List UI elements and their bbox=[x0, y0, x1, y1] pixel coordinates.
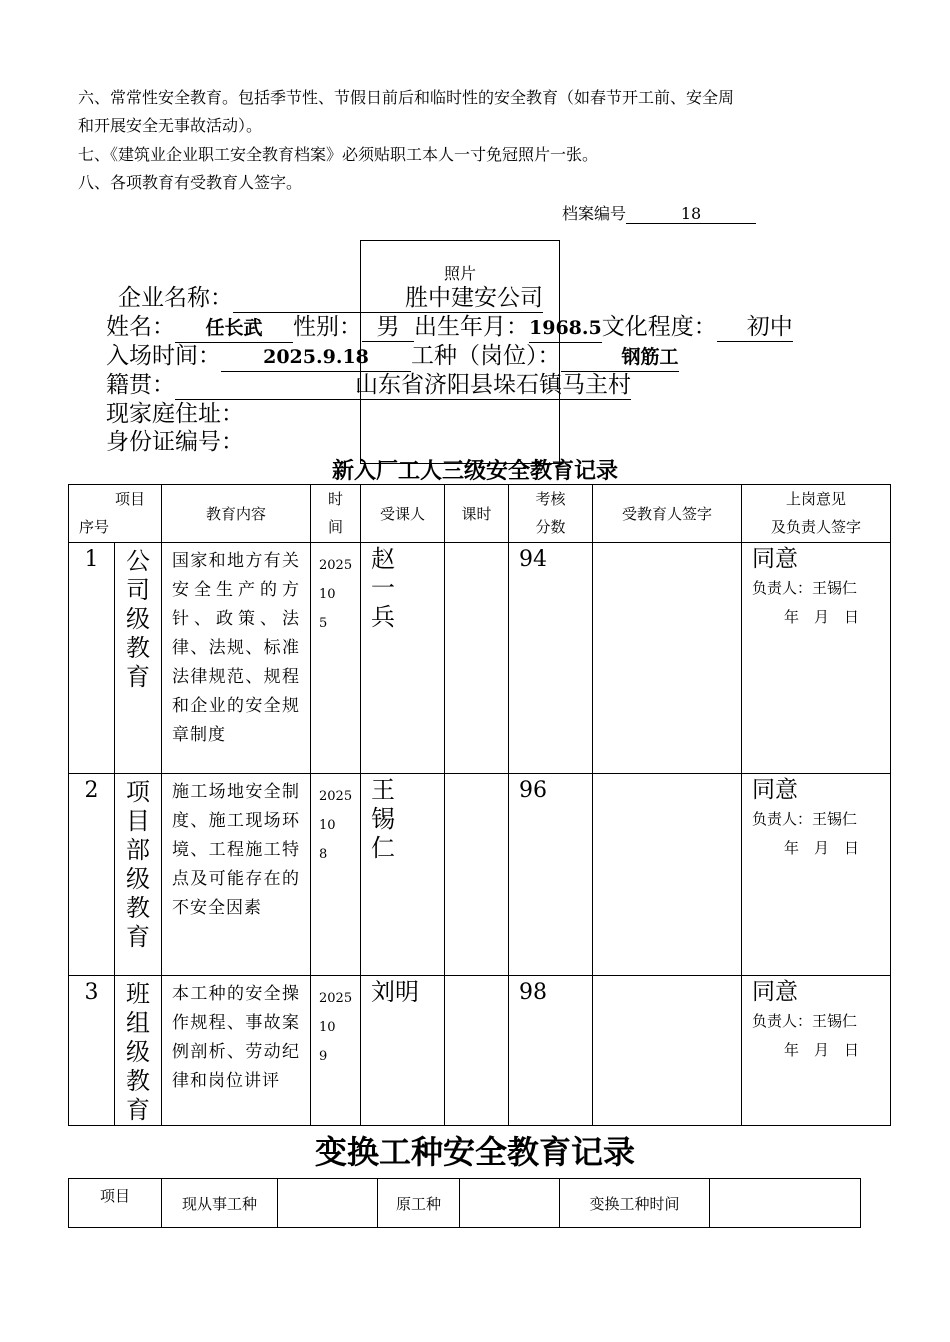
origin-value: 山东省济阳县垛石镇马主村 bbox=[175, 371, 631, 400]
row-level: 公司级教育 bbox=[115, 543, 162, 774]
header-opinion bbox=[742, 485, 891, 543]
row-ymd: 年 月 日 bbox=[784, 1041, 860, 1059]
row-manager: 负责人：王锡仁 bbox=[752, 810, 858, 828]
row-date-month: 10 bbox=[319, 1020, 336, 1035]
name-label: 姓名： bbox=[106, 314, 175, 340]
row-ymd: 年 月 日 bbox=[784, 608, 860, 626]
table2-original-job-value bbox=[460, 1179, 560, 1228]
name-value: 任长武 bbox=[175, 314, 293, 343]
table2-title: 变换工种安全教育记录 bbox=[314, 1133, 635, 1171]
row-date bbox=[311, 774, 361, 976]
header-score bbox=[509, 485, 593, 543]
entry-label: 入场时间： bbox=[106, 343, 221, 369]
row-opinion bbox=[742, 543, 891, 774]
table1-header-row bbox=[69, 485, 891, 543]
header-item: 项目 bbox=[115, 490, 146, 508]
row-date-year: 2025 bbox=[319, 558, 353, 573]
note-line-6a: 六、常常性安全教育。包括季节性、节假日前后和临时性的安全教育（如春节开工前、安全周 bbox=[78, 88, 735, 107]
header-item-seq bbox=[69, 485, 162, 543]
birth-value: 1968.5 bbox=[529, 314, 602, 343]
row-score: 98 bbox=[509, 976, 593, 1126]
table1-title: 新入厂工人三级安全教育记录 bbox=[331, 458, 618, 484]
education-value: 初中 bbox=[717, 313, 793, 342]
row-teacher: 王锡仁 bbox=[361, 774, 445, 976]
header-score-2: 分数 bbox=[535, 518, 566, 536]
row-date bbox=[311, 976, 361, 1126]
row-date-day: 9 bbox=[319, 1049, 328, 1064]
company-value: 胜中建安公司 bbox=[233, 284, 543, 313]
origin-label: 籍贯： bbox=[106, 372, 175, 398]
row-number: 1 bbox=[69, 543, 115, 774]
table2-header-row bbox=[69, 1179, 861, 1228]
header-hours: 课时 bbox=[445, 485, 509, 543]
table2-item: 项目 bbox=[69, 1179, 162, 1228]
row-level: 班组级教育 bbox=[115, 976, 162, 1126]
row-manager: 负责人：王锡仁 bbox=[752, 579, 858, 597]
header-content: 教育内容 bbox=[162, 485, 311, 543]
row-hours bbox=[445, 543, 509, 774]
row-level: 项目部级教育 bbox=[115, 774, 162, 976]
row-opinion bbox=[742, 976, 891, 1126]
table-row bbox=[69, 543, 891, 774]
archive-number bbox=[562, 201, 756, 224]
header-opinion-1: 上岗意见 bbox=[786, 490, 847, 508]
company-field bbox=[118, 284, 543, 313]
table2-current-job-value bbox=[278, 1179, 378, 1228]
row-content: 国家和地方有关安全生产的方针、政策、法律、法规、标准法律规范、规程和企业的安全规章制度 bbox=[162, 543, 311, 774]
row-ymd: 年 月 日 bbox=[784, 839, 860, 857]
row-date bbox=[311, 543, 361, 774]
row-sign bbox=[593, 976, 742, 1126]
row-content: 施工场地安全制度、施工现场环境、工程施工特点及可能存在的不安全因素 bbox=[162, 774, 311, 976]
table2-change-time-value bbox=[710, 1179, 861, 1228]
row-opinion bbox=[742, 774, 891, 976]
company-label: 企业名称： bbox=[118, 285, 233, 311]
gender-label: 性别： bbox=[293, 314, 362, 340]
education-record-table bbox=[68, 484, 891, 1126]
entry-row bbox=[106, 342, 679, 372]
row-date-month: 10 bbox=[319, 587, 336, 602]
note-line-8: 八、各项教育有受教育人签字。 bbox=[78, 173, 303, 192]
row-hours bbox=[445, 976, 509, 1126]
id-label: 身份证编号： bbox=[106, 429, 244, 455]
header-time bbox=[311, 485, 361, 543]
row-date-year: 2025 bbox=[319, 991, 353, 1006]
row-opinion-text: 同意 bbox=[752, 546, 799, 572]
name-row bbox=[106, 313, 793, 343]
row-number: 3 bbox=[69, 976, 115, 1126]
table2-change-time: 变换工种时间 bbox=[560, 1179, 710, 1228]
birth-label: 出生年月： bbox=[414, 314, 529, 340]
address-label: 现家庭住址： bbox=[106, 401, 244, 427]
job-label: 工种（岗位）： bbox=[411, 343, 561, 369]
row-date-day: 5 bbox=[319, 616, 328, 631]
archive-label: 档案编号 bbox=[562, 204, 627, 223]
row-date-day: 8 bbox=[319, 847, 328, 862]
header-time-2: 间 bbox=[328, 518, 344, 536]
row-date-year: 2025 bbox=[319, 789, 353, 804]
row-sign bbox=[593, 774, 742, 976]
row-opinion-text: 同意 bbox=[752, 979, 799, 1005]
row-opinion-text: 同意 bbox=[752, 777, 799, 803]
header-opinion-2: 及负责人签字 bbox=[771, 518, 862, 536]
job-value: 钢筋工 bbox=[561, 343, 679, 372]
gender-value: 男 bbox=[362, 313, 414, 342]
note-line-6b: 和开展安全无事故活动）。 bbox=[78, 116, 263, 135]
row-hours bbox=[445, 774, 509, 976]
row-score: 94 bbox=[509, 543, 593, 774]
header-score-1: 考核 bbox=[535, 490, 566, 508]
row-teacher: 刘明 bbox=[361, 976, 445, 1126]
table2-current-job: 现从事工种 bbox=[162, 1179, 278, 1228]
table-row bbox=[69, 774, 891, 976]
table-row bbox=[69, 976, 891, 1126]
row-teacher: 赵一兵 bbox=[361, 543, 445, 774]
photo-label: 照片 bbox=[443, 264, 476, 283]
header-time-1: 时 bbox=[328, 490, 344, 508]
header-sign: 受教育人签字 bbox=[593, 485, 742, 543]
row-sign bbox=[593, 543, 742, 774]
job-change-table bbox=[68, 1178, 861, 1228]
note-line-7: 七、《建筑业企业职工安全教育档案》必须贴职工本人一寸免冠照片一张。 bbox=[78, 145, 599, 164]
archive-value: 18 bbox=[626, 204, 756, 224]
table2-original-job: 原工种 bbox=[378, 1179, 460, 1228]
origin-row bbox=[106, 371, 631, 400]
header-teacher: 受课人 bbox=[361, 485, 445, 543]
row-date-month: 10 bbox=[319, 818, 336, 833]
row-number: 2 bbox=[69, 774, 115, 976]
entry-value: 2025.9.18 bbox=[221, 343, 411, 372]
education-label: 文化程度： bbox=[601, 314, 717, 340]
header-seq: 序号 bbox=[79, 518, 110, 536]
row-content: 本工种的安全操作规程、事故案例剖析、劳动纪律和岗位讲评 bbox=[162, 976, 311, 1126]
row-manager: 负责人：王锡仁 bbox=[752, 1012, 858, 1030]
row-score: 96 bbox=[509, 774, 593, 976]
